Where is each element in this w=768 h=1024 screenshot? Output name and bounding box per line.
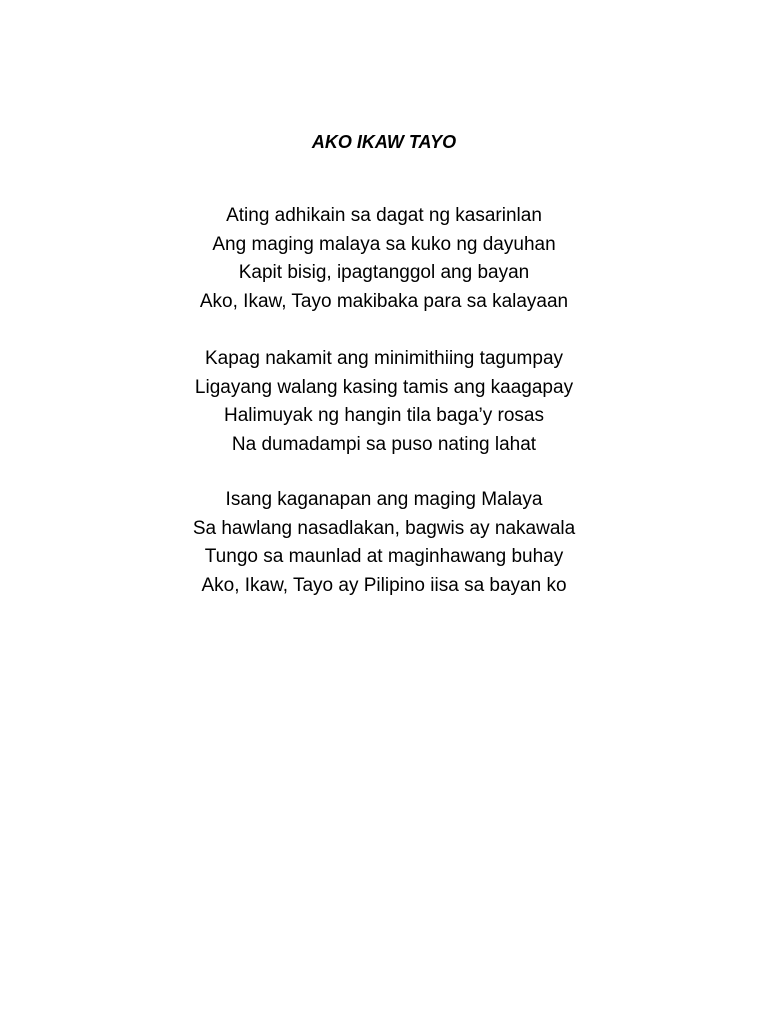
poem-line: Ligayang walang kasing tamis ang kaagapay [194, 376, 574, 398]
stanza-2 [0, 345, 768, 459]
poem-line: Kapag nakamit ang minimithiing tagumpay [204, 348, 564, 369]
poem-line: Ang maging malaya sa kuko ng dayuhan [212, 233, 556, 255]
stanza-1 [0, 202, 768, 316]
poem-line: Ating adhikain sa dagat ng kasarinlan [226, 205, 542, 226]
poem-line: Isang kaganapan ang maging Malaya [225, 489, 543, 510]
poem-line: Ako, Ikaw, Tayo ay Pilipino iisa sa bayan ko [201, 574, 567, 596]
poem-line: Kapit bisig, ipagtanggol ang bayan [238, 262, 530, 283]
poem-line: Na dumadampi sa puso nating lahat [231, 433, 537, 455]
poem-line: Ako, Ikaw, Tayo makibaka para sa kalayaan [199, 290, 569, 312]
poem-title: AKO IKAW TAYO [311, 132, 457, 152]
poem-line: Tungo sa maunlad at maginhawang buhay [204, 546, 564, 567]
stanza-3 [0, 486, 768, 600]
poem-line: Halimuyak ng hangin tila baga’y rosas [223, 405, 544, 426]
poem-line: Sa hawlang nasadlakan, bagwis ay nakawala [192, 517, 576, 539]
